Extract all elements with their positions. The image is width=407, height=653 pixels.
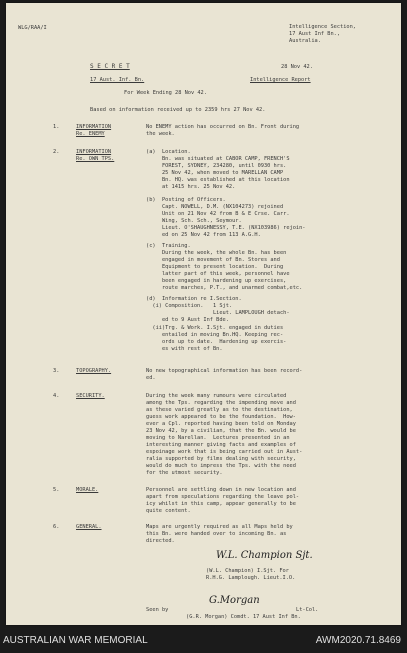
archive-footer <box>0 629 407 653</box>
section-number: 4. <box>53 393 60 399</box>
unit-name: 17 Aust. Inf. Bn. <box>90 77 145 83</box>
section-text: icy whilst in this camp, appear generally to be <box>146 501 296 507</box>
section-text: ever a Cpl. reported having been told on Monday <box>146 421 296 427</box>
section-text: During the week, the whole Bn. has been <box>146 250 287 256</box>
section-text: route marches, P.T., and unarmed combat,etc. <box>146 285 303 291</box>
section-text: guess work appeared to be the foundation. How- <box>146 414 296 420</box>
section-text: ed. <box>146 375 156 381</box>
section-text: engaged in movement of Bn. Stores and <box>146 257 280 263</box>
file-reference: WLG/RAA/I <box>18 25 47 31</box>
section-heading: INFORMATION <box>76 124 112 130</box>
section-text: Lieut. LAMPLOUGH detach- <box>146 310 290 316</box>
section-text: No new topographical information has been record- <box>146 368 303 374</box>
section-text: ed on 25 Nov 42 from 113 A.G.H. <box>146 232 261 238</box>
section-heading: GENERAL. <box>76 524 102 530</box>
section-number: 2. <box>53 149 60 155</box>
section-text: moving to Narellan. Lectures presented in an <box>146 435 290 441</box>
section-text: espoinage work that is being carried out in Aust- <box>146 449 303 455</box>
section-heading: Re. OWN TPS. <box>76 156 115 162</box>
section-number: 6. <box>53 524 60 530</box>
catalogue-id: AWM2020.71.8469 <box>315 635 401 646</box>
section-text: (ii)Trg. & Work. I.Sjt. engaged in duties <box>146 325 284 331</box>
section-text: the week. <box>146 131 175 137</box>
section-number: 5. <box>53 487 60 493</box>
section-text: been engaged in hardening up exercises, <box>146 278 287 284</box>
section-text: interesting manner giving facts and examples of <box>146 442 296 448</box>
section-heading: Re. ENEMY <box>76 131 105 137</box>
section-text: ralia supported by films dealing with security, <box>146 456 296 462</box>
section-text: Capt. NOWELL, D.M. (NX104273) rejoined <box>146 204 284 210</box>
archive-name: AUSTRALIAN WAR MEMORIAL <box>3 635 148 646</box>
signatory-line: (W.L. Champion) I.Sjt. For <box>206 568 289 574</box>
section-text: (b) Posting of Officers. <box>146 197 226 203</box>
report-date: 28 Nov 42. <box>281 64 313 70</box>
section-text: latter part of this week, personnel have <box>146 271 290 277</box>
section-heading: MORALE. <box>76 487 99 493</box>
section-text: this Bn. were handed over to incoming Bn. as <box>146 531 287 537</box>
section-text: as these varied greatly as to the destination, <box>146 407 293 413</box>
section-text: quite content. <box>146 508 191 514</box>
handwritten-signature: G.Morgan <box>209 595 260 606</box>
seen-by-label: Seen by <box>146 607 169 613</box>
section-text: for the utmost security. <box>146 470 223 476</box>
section-number: 3. <box>53 368 60 374</box>
section-text: (a) Location. <box>146 149 191 155</box>
document-page <box>6 3 401 625</box>
section-text: FOREST, SYDNEY, 234280, until 0930 hrs. <box>146 163 287 169</box>
section-heading: TOPOGRAPHY. <box>76 368 112 374</box>
section-text: Personnel are settling down in new location and <box>146 487 296 493</box>
section-text: at 1415 hrs. 25 Nov 42. <box>146 184 236 190</box>
section-text: ords up to date. Hardening up exercis- <box>146 339 287 345</box>
week-ending-line: For Week Ending 28 Nov 42. <box>124 90 207 96</box>
section-text: Bn. was situated at CABOR CAMP, FRENCH'S <box>146 156 290 162</box>
report-title: Intelligence Report <box>250 77 311 83</box>
section-text: ed to 9 Aust Inf Bde. <box>146 317 229 323</box>
section-heading: SECURITY. <box>76 393 105 399</box>
from-line-2: 17 Aust Inf Bn., <box>289 31 341 37</box>
section-text: 23 Nov 42, by a civilian, that the Bn. would be <box>146 428 296 434</box>
section-text: entailed in moving Bn.HQ. Keeping rec- <box>146 332 284 338</box>
section-heading: INFORMATION <box>76 149 112 155</box>
section-text: directed. <box>146 538 175 544</box>
section-text: apart from speculations regarding the leave pol- <box>146 494 300 500</box>
section-text: (d) Information re I.Section. <box>146 296 242 302</box>
classification-heading: S E C R E T <box>90 63 130 70</box>
rank-label: Lt-Col. <box>296 607 319 613</box>
based-on-line: Based on information received up to 2359 hrs 27 Nov 42. <box>90 107 266 113</box>
section-text: (i) Composition. 1 Sjt. <box>146 303 233 309</box>
section-text: Wing, Sch. Sch., Seymour. <box>146 218 242 224</box>
section-text: would do much to impress the Tps. with the need <box>146 463 296 469</box>
section-text: (c) Training. <box>146 243 191 249</box>
from-line-1: Intelligence Section, <box>289 24 356 30</box>
section-text: among the Tps. regarding the impending move and <box>146 400 296 406</box>
section-text: Equipment to present location. During <box>146 264 284 270</box>
section-text: Unit on 21 Nov 42 from B & E Crse. Carr. <box>146 211 290 217</box>
section-text: No ENEMY action has occurred on Bn. Front during <box>146 124 300 130</box>
section-number: 1. <box>53 124 60 130</box>
section-text: Maps are urgently required as all Maps held by <box>146 524 293 530</box>
section-text: Bn. HQ. was established at this location <box>146 177 290 183</box>
section-text: During the week many rumours were circulated <box>146 393 287 399</box>
section-text: Lieut. O'SHAUGHNESSY, T.E. (NX103986) rejoin- <box>146 225 306 231</box>
from-line-3: Australia. <box>289 38 321 44</box>
signatory-line: R.H.G. Lamplough. Lieut.I.O. <box>206 575 296 581</box>
signatory-line: (G.R. Morgan) Comdt. 17 Aust Inf Bn. <box>186 614 301 620</box>
section-text: es with rest of Bn. <box>146 346 223 352</box>
section-text: 25 Nov 42, when moved to MARELLAN CAMP <box>146 170 284 176</box>
handwritten-signature: W.L. Champion Sjt. <box>216 550 313 561</box>
